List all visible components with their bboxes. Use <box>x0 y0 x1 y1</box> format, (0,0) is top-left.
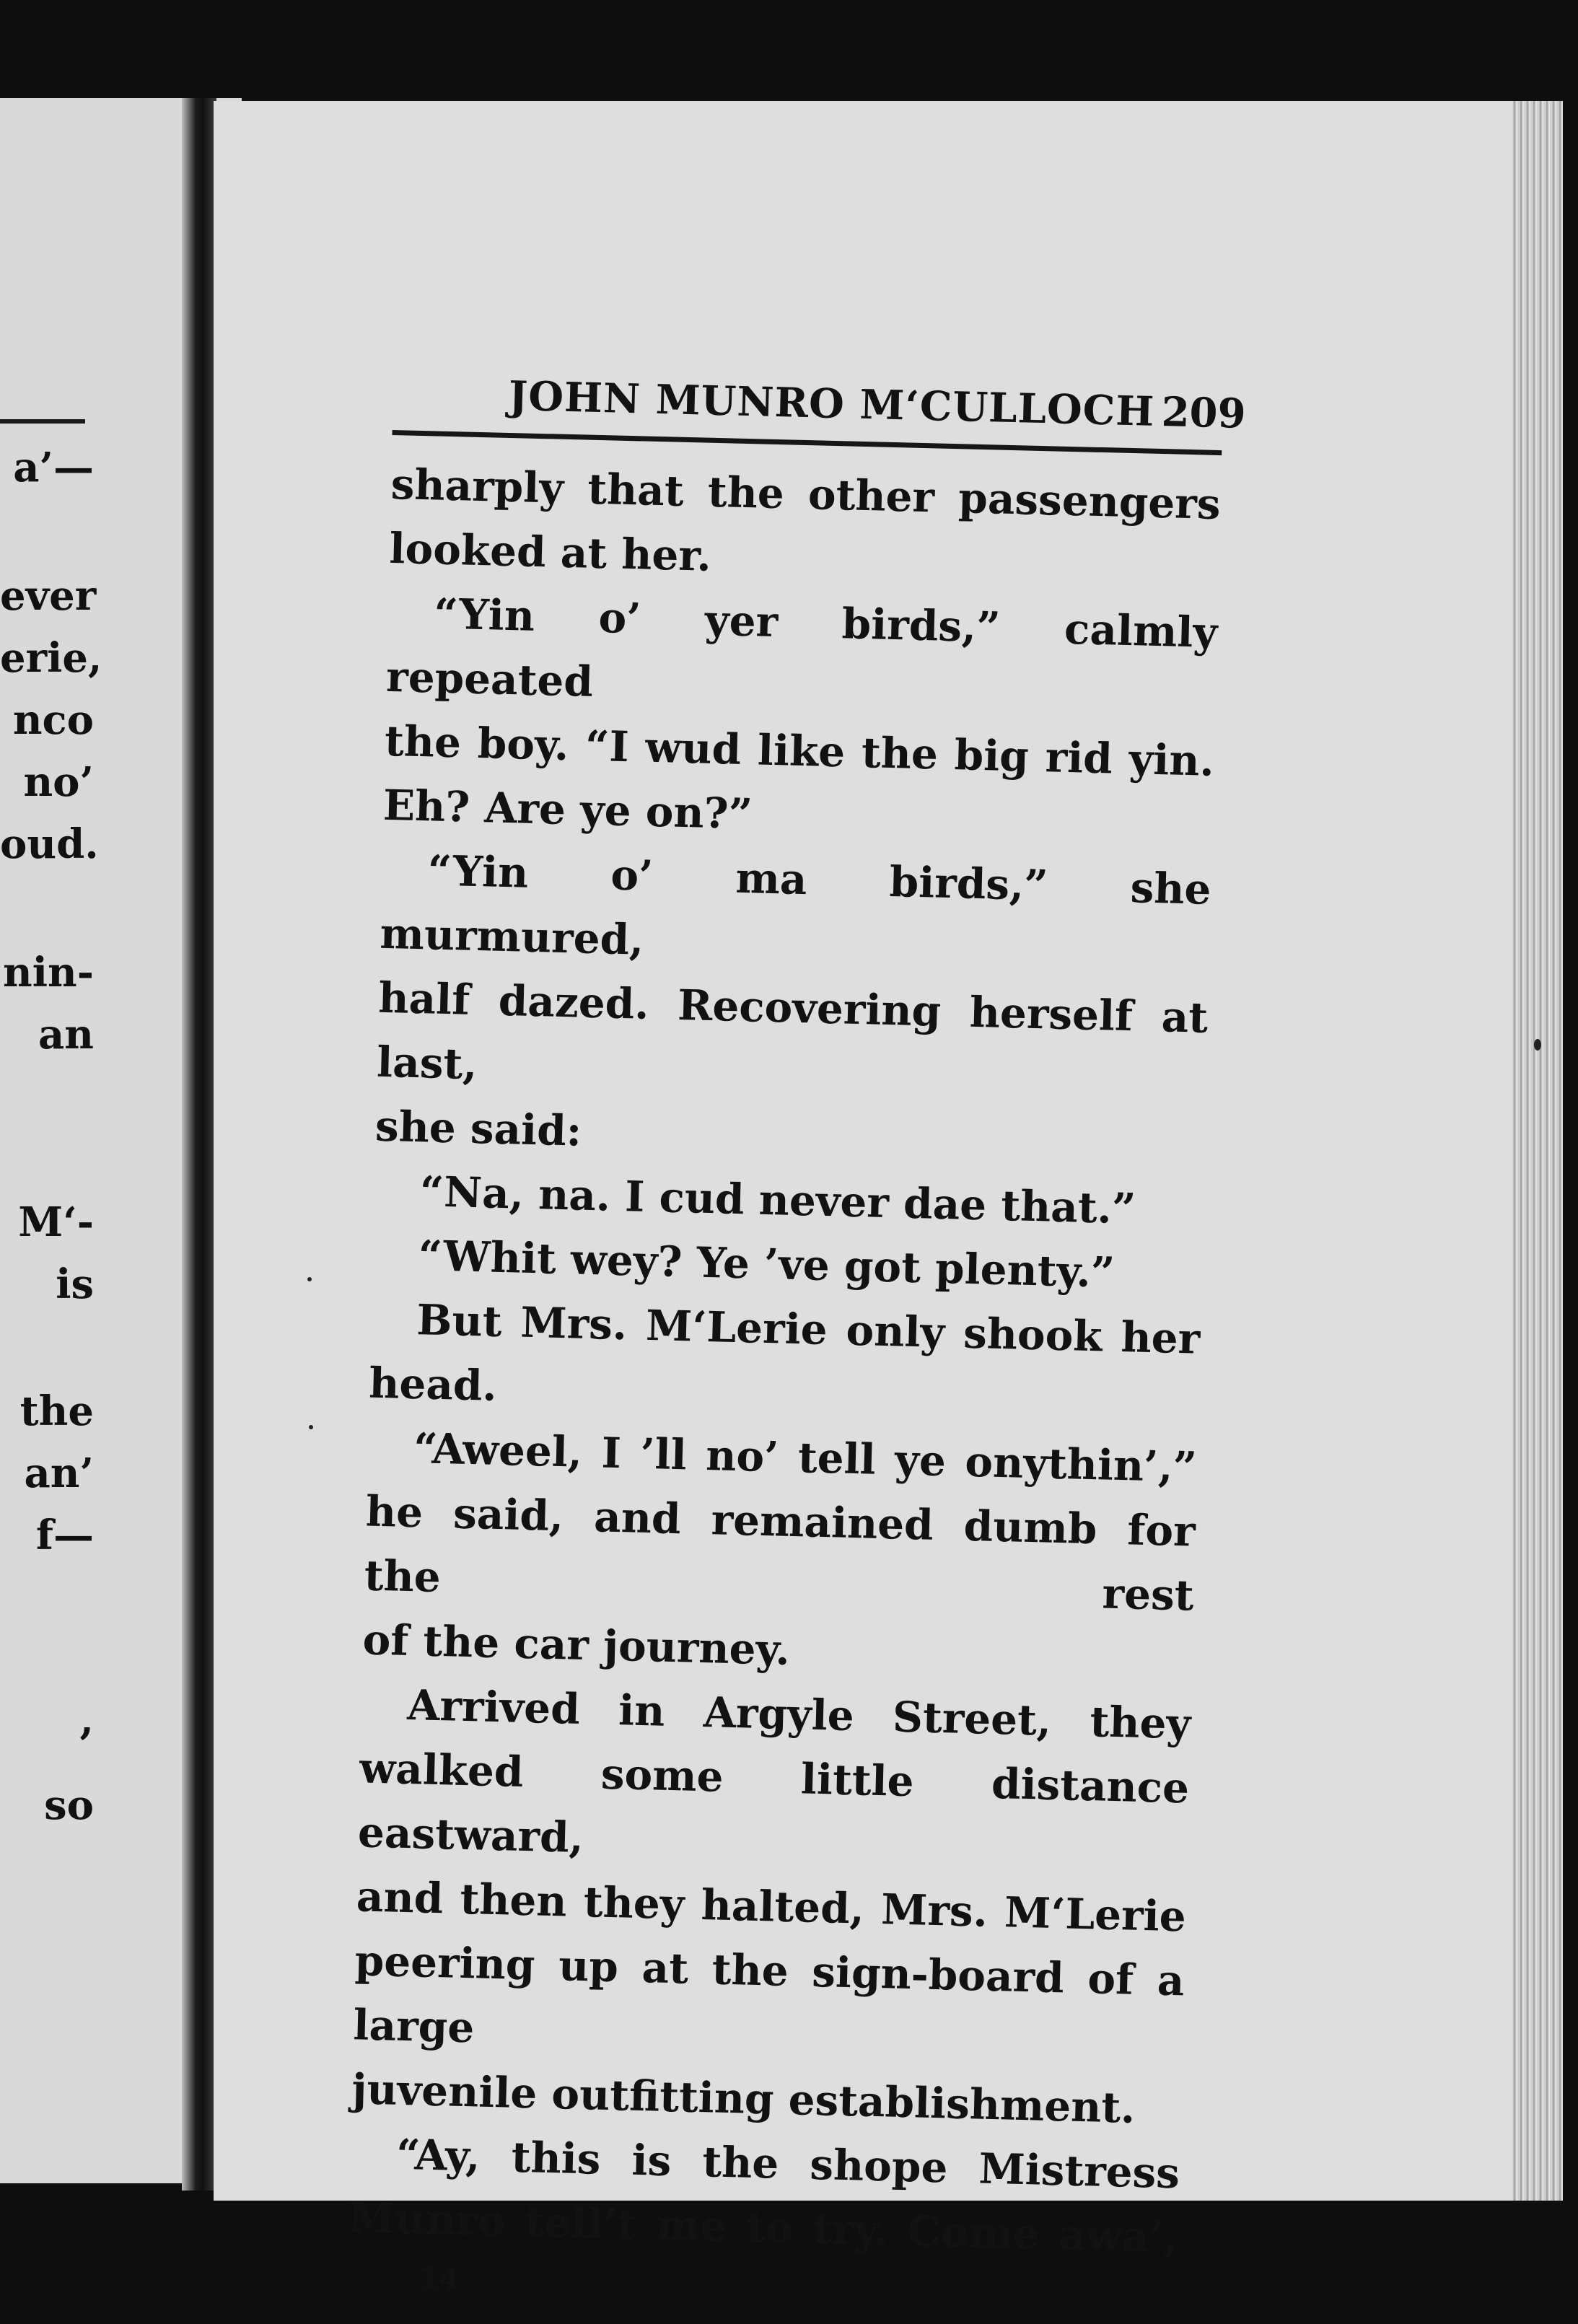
left-line: an’ <box>24 1450 94 1497</box>
text-line: Eh? Are ye on?” <box>382 780 753 839</box>
text-line: of the car journey. <box>361 1615 791 1675</box>
text-line: sharply that the other passengers <box>390 459 1222 530</box>
text-line: peering up at the sign-board of a large <box>352 1936 1185 2053</box>
page-edges <box>1512 101 1563 2201</box>
page-text-block <box>346 361 1476 2324</box>
text-line: the boy. “I wud like the big rid yin. <box>384 716 1215 786</box>
paragraph <box>374 838 1212 1179</box>
text-line: “Yin o’ yer birds,” calmly repeated <box>385 589 1218 706</box>
dust-speck <box>309 1425 313 1429</box>
book-gutter <box>182 98 216 2191</box>
signature-mark: 14 <box>418 2261 460 2297</box>
left-line: f— <box>35 1512 94 1559</box>
page-number: 209 <box>1160 388 1247 438</box>
text-line: “Na, na. I cud never dae that.” <box>419 1167 1136 1234</box>
text-line: juvenile outfitting establishment. <box>351 2064 1136 2133</box>
dust-speck <box>1534 1039 1541 1051</box>
paragraph <box>382 581 1218 858</box>
left-line: no’ <box>23 758 94 806</box>
left-line: the <box>19 1387 94 1435</box>
left-line: so <box>44 1781 94 1829</box>
text-line: looked at her. <box>388 523 712 581</box>
text-line: “Aweel, I ’ll no’ tell ye onythin’,” <box>413 1424 1198 1492</box>
running-title: JOHN MUNRO M‘CULLOCH <box>508 372 1156 436</box>
left-line: , <box>79 1696 94 1744</box>
paragraph <box>362 1416 1198 1693</box>
left-line: nin- <box>3 949 94 996</box>
left-line: ever <box>0 572 97 620</box>
text-line: Arrived in Argyle Street, they <box>406 1680 1191 1749</box>
text-line: he said, and remained dumb for the rest <box>364 1486 1196 1621</box>
left-page-rule <box>0 419 85 424</box>
left-line: is <box>56 1260 94 1308</box>
left-line: nco <box>12 696 94 744</box>
book-page <box>214 101 1563 2297</box>
text-line: But Mrs. M‘Lerie only shook her <box>416 1295 1201 1364</box>
paragraph <box>389 452 1222 601</box>
text-line: half dazed. Recovering herself at last, <box>376 973 1209 1089</box>
left-line: an <box>38 1011 94 1058</box>
text-line: head. <box>368 1358 498 1411</box>
paragraph <box>368 1287 1201 1436</box>
left-line: erie, <box>0 634 102 682</box>
text-line: and then they halted, Mrs. M‘Lerie <box>356 1872 1187 1942</box>
text-line: she said: <box>374 1101 582 1156</box>
dust-speck <box>307 1277 312 1281</box>
text-line: Munro tell’t me to try. Come awa’, <box>348 2193 1179 2263</box>
left-line: a’— <box>13 444 94 491</box>
text-line: walked some little distance eastward, <box>357 1743 1190 1863</box>
paragraph <box>351 1672 1191 2141</box>
text-line: “Ay, this is the shope Mistress <box>395 2129 1180 2198</box>
left-line: M‘- <box>18 1198 94 1246</box>
left-line: oud. <box>0 820 99 868</box>
text-line: “Whit wey? Ye ’ve got plenty.” <box>417 1231 1115 1297</box>
text-line: “Yin o’ ma birds,” she murmured, <box>379 846 1212 965</box>
paragraph <box>348 2121 1180 2270</box>
